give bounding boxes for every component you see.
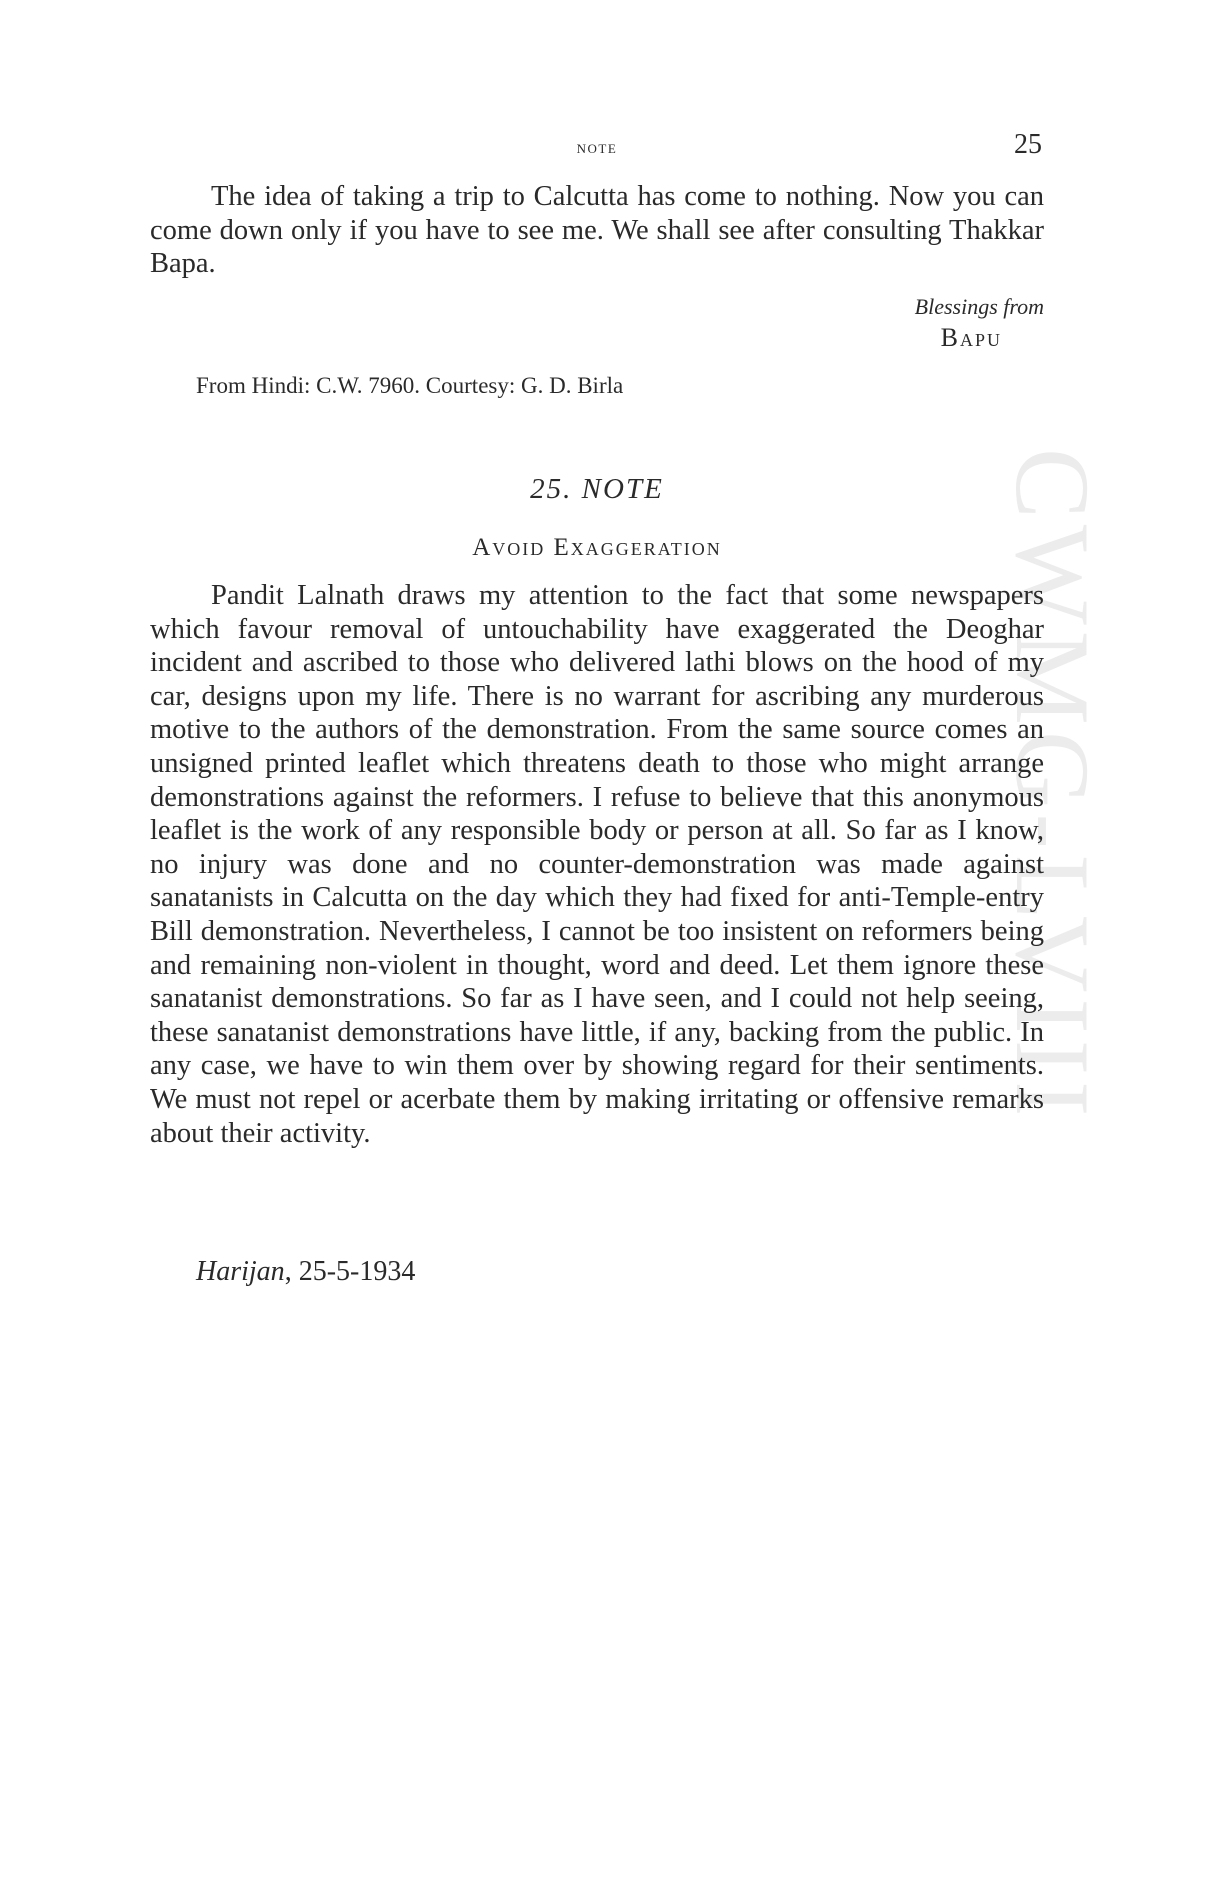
citation (196, 1256, 415, 1288)
letter-signer: Bapu (940, 323, 1002, 352)
watermark-text: CWMG-LVIII (994, 448, 1111, 1123)
article-heading: 25. NOTE (530, 473, 664, 505)
citation-date: , 25-5-1934 (284, 1256, 416, 1287)
page-number: 25 (1014, 129, 1042, 160)
citation-source: Harijan (196, 1256, 285, 1287)
running-head (150, 129, 1044, 163)
letter-sign-off (915, 292, 1044, 354)
source-note: From Hindi: C.W. 7960. Courtesy: G. D. Birla (196, 373, 624, 398)
letter-closing: Blessings from (914, 294, 1044, 319)
running-title: note (576, 137, 618, 158)
letter-body: The idea of taking a trip to Calcutta has come to nothing. Now you can come down only if you have to see me. We shall see after consulting Thakkar Bapa. (150, 181, 1044, 280)
article-body: Pandit Lalnath draws my attention to the fact that some newspapers which favour removal of untouchability have exaggerated the Deoghar incident and ascribed to those who delivered lathi blows on the hood of my car, designs upon my life. There is no warrant for ascribing any murderous motive to the authors of the demonstration. From the same source comes an unsigned printed leaflet which threatens death to those who might arrange demonstrations against the reformers. I refuse to believe that this anonymous leaflet is the work of any responsible body or person at all. So far as I know, no injury was done and no counter-demonstration was made against sanatanists in Calcutta on the day which they had fixed for anti-Temple-entry Bill demonstration. Nevertheless, I cannot be too insistent on reformers being and remaining non-violent in thought, word and deed. Let them ignore these sanatanist demonstrations. So far as I have seen, and I could not help seeing, these sanatanist demonstrations have little, if any, backing from the public. In any case, we have to win them over by showing regard for their sentiments. We must not repel or acerbate them by making irritating or offensive remarks about their activity. (150, 580, 1044, 1149)
article-subheading: Avoid Exaggeration (472, 534, 722, 561)
